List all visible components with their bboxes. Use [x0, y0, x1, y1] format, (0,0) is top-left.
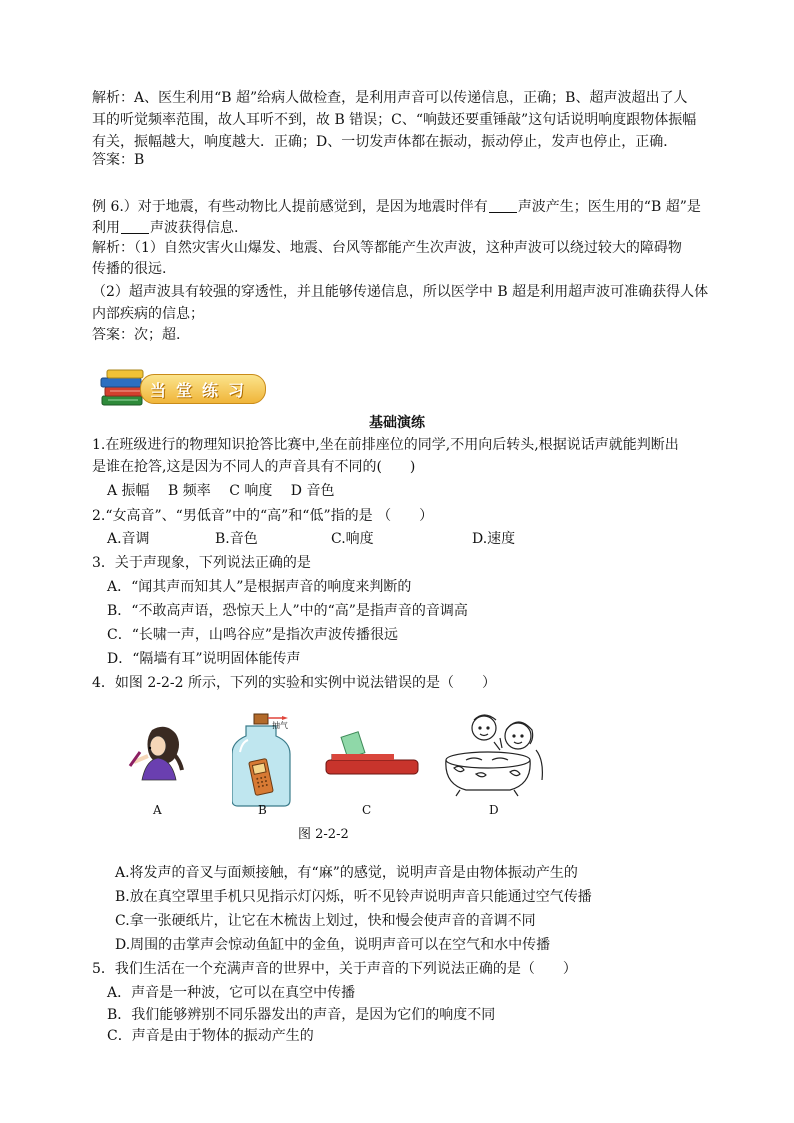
q4-stem: 4．如图 2-2-2 所示，下列的实验和实例中说法错误的是（ ）	[92, 675, 496, 691]
q1-stem-line2: 是谁在抢答,这是因为不同人的声音具有不同的( )	[92, 459, 416, 475]
answer-blank[interactable]	[489, 198, 517, 213]
pump-label: 抽气	[272, 721, 288, 730]
figure-label-d: D	[489, 803, 499, 817]
figure-label-a: A	[153, 803, 162, 817]
analysis5-line3: 有关，振幅越大，响度越大．正确；D、一切发声体都在振动，振动停止，发声也停止，正确．	[92, 134, 678, 150]
section-title: 基础演练	[369, 415, 425, 431]
q2-option-a[interactable]: A.音调	[107, 531, 150, 547]
q2-option-b[interactable]: B.音色	[215, 531, 258, 547]
q3-stem: 3．关于声现象，下列说法正确的是	[92, 555, 311, 571]
q4-option-d[interactable]: D.周围的击掌声会惊动鱼缸中的金鱼，说明声音可以在空气和水中传播	[115, 937, 551, 953]
q5-stem: 5．我们生活在一个充满声音的世界中，关于声音的下列说法正确的是（ ）	[92, 961, 577, 977]
example6-analysis3: （2）超声波具有较强的穿透性，并且能够传递信息，所以医学中 B 超是利用超声波可准确获得人体	[92, 284, 709, 300]
q3-option-b[interactable]: B．“不敢高声语，恐惊天上人”中的“高”是指声音的音调高	[107, 603, 468, 619]
q4-option-a[interactable]: A.将发声的音叉与面颊接触，有“麻”的感觉，说明声音是由物体振动产生的	[115, 865, 578, 881]
q2-stem: 2.“女高音”、“男低音”中的“高”和“低”指的是 （ ）	[92, 508, 434, 524]
banner-title: 当堂练习	[150, 381, 255, 400]
example6-question-line2: 利用 声波获得信息.	[92, 220, 239, 236]
figure-label-b: B	[258, 803, 267, 817]
example6-analysis1: 解析：（1）自然灾害火山爆发、地震、台风等都能产生次声波，这种声波可以绕过较大的障碍物	[92, 240, 682, 256]
figure-caption: 图 2-2-2	[298, 827, 349, 842]
q2-option-d[interactable]: D.速度	[472, 531, 516, 547]
q2-option-c[interactable]: C.响度	[331, 531, 374, 547]
q5-option-c[interactable]: C．声音是由于物体的振动产生的	[107, 1028, 314, 1044]
q4-option-b[interactable]: B.放在真空罩里手机只见指示灯闪烁，听不见铃声说明声音只能通过空气传播	[115, 889, 592, 905]
q1-options: A 振幅 B 频率 C 响度 D 音色	[107, 483, 335, 499]
q3-option-d[interactable]: D．“隔墙有耳”说明固体能传声	[107, 651, 301, 667]
figure-label-c: C	[362, 803, 372, 817]
q5-option-b[interactable]: B．我们能够辨别不同乐器发出的声音，是因为它们的响度不同	[107, 1007, 496, 1023]
example6-answer: 答案：次；超.	[92, 327, 181, 343]
q1-stem-line1: 1.在班级进行的物理知识抢答比赛中,坐在前排座位的同学,不用向后转头,根据说话声就能判断出	[92, 437, 679, 453]
example6-question-line1: 例 6.）对于地震，有些动物比人提前感觉到，是因为地震时伴有 声波产生；医生用的“B 超”是	[92, 199, 701, 215]
comb-card-image	[324, 730, 420, 780]
analysis5-line1: 解析：A、医生利用“B 超”给病人做检查，是利用声音可以传递信息，正确；B、超声波超出了人	[92, 90, 688, 106]
practice-banner	[98, 368, 268, 410]
answer-blank[interactable]	[121, 219, 149, 234]
analysis5-answer: 答案：B	[92, 152, 145, 168]
q3-option-c[interactable]: C．“长啸一声，山鸣谷应”是指次声波传播很远	[107, 627, 399, 643]
example6-analysis2: 传播的很远.	[92, 261, 167, 277]
q5-option-a[interactable]: A．声音是一种波，它可以在真空中传播	[107, 985, 356, 1001]
q3-option-a[interactable]: A．“闻其声而知其人”是根据声音的响度来判断的	[107, 579, 412, 595]
example6-analysis4: 内部疾病的信息；	[92, 306, 204, 322]
q4-option-c[interactable]: C.拿一张硬纸片，让它在木梳齿上划过，快和慢会使声音的音调不同	[115, 913, 536, 929]
analysis5-line2: 耳的听觉频率范围，故人耳听不到，故 B 错误；C、“响鼓还要重锤敲”这句话说明响度跟物体振幅	[92, 112, 697, 128]
girl-tuning-fork-image	[124, 722, 194, 782]
clapping-children-fish-tank-image	[440, 710, 550, 798]
